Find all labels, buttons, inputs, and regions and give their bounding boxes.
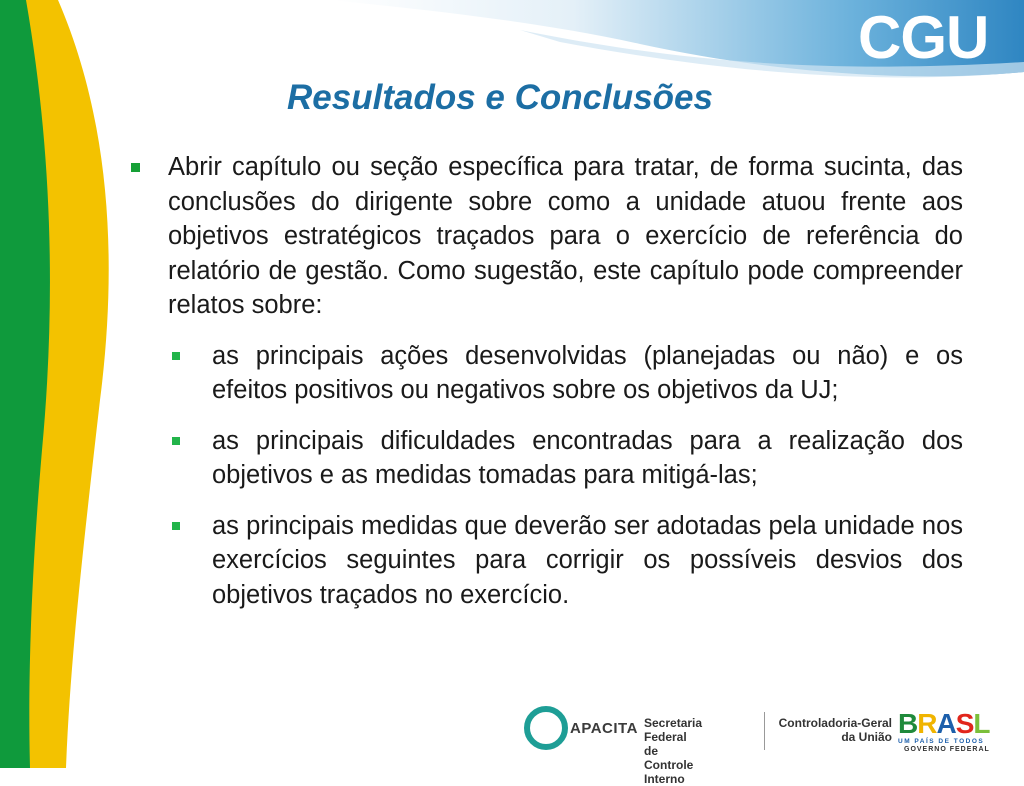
capacita-logo-icon	[524, 706, 568, 750]
square-bullet-icon	[172, 437, 180, 445]
brasil-tagline: UM PAÍS DE TODOS	[898, 738, 985, 745]
brasil-letter: S	[955, 708, 974, 739]
brasil-letter: B	[898, 708, 918, 739]
slide-content	[128, 150, 963, 628]
slide-title: Resultados e Conclusões	[287, 78, 713, 117]
sub-bullet-item	[172, 509, 963, 613]
sfc-line-2: Controle Interno	[644, 758, 694, 786]
sub-bullet-item	[172, 339, 963, 408]
brasil-wordmark	[898, 710, 990, 738]
sfc-line-1: Secretaria Federal de	[644, 716, 703, 758]
sub-bullet-text: as principais ações desenvolvidas (planejadas ou não) e os efeitos positivos ou negativos sobre os objetivos da UJ;	[212, 341, 963, 404]
brasil-gov-logo	[898, 710, 1006, 754]
cgu-line-2: da União	[841, 730, 892, 744]
main-bullet-item	[128, 150, 963, 323]
square-bullet-icon	[172, 352, 180, 360]
footer-divider	[764, 712, 765, 750]
main-bullet-text: Abrir capítulo ou seção específica para tratar, de forma sucinta, das conclusões do dirigente sobre como a unidade atuou frente aos objetivos estratégicos traçados para o exercício de referência do relatório de gestão. Como sugestão, este capítulo pode compreender relatos sobre:	[168, 153, 963, 319]
square-bullet-icon	[131, 163, 140, 172]
square-bullet-icon	[172, 522, 180, 530]
sub-bullet-text: as principais dificuldades encontradas para a realização dos objetivos e as medidas tomadas para mitigá-las;	[212, 426, 963, 489]
capacita-logo-text: APACITA	[570, 720, 638, 737]
sub-bullet-text: as principais medidas que deverão ser adotadas pela unidade nos exercícios seguintes para corrigir os possíveis desvios dos objetivos traçados no exercício.	[212, 511, 963, 609]
sfc-label	[644, 716, 702, 786]
brasil-letter: L	[973, 708, 990, 739]
cgu-logo: CGU	[858, 4, 989, 71]
governo-federal-label: GOVERNO FEDERAL	[904, 746, 990, 753]
cgu-label	[770, 716, 892, 744]
brasil-letter: R	[917, 708, 937, 739]
cgu-line-1: Controladoria-Geral	[778, 716, 892, 730]
brasil-letter: A	[936, 708, 956, 739]
sub-bullet-item	[172, 424, 963, 493]
